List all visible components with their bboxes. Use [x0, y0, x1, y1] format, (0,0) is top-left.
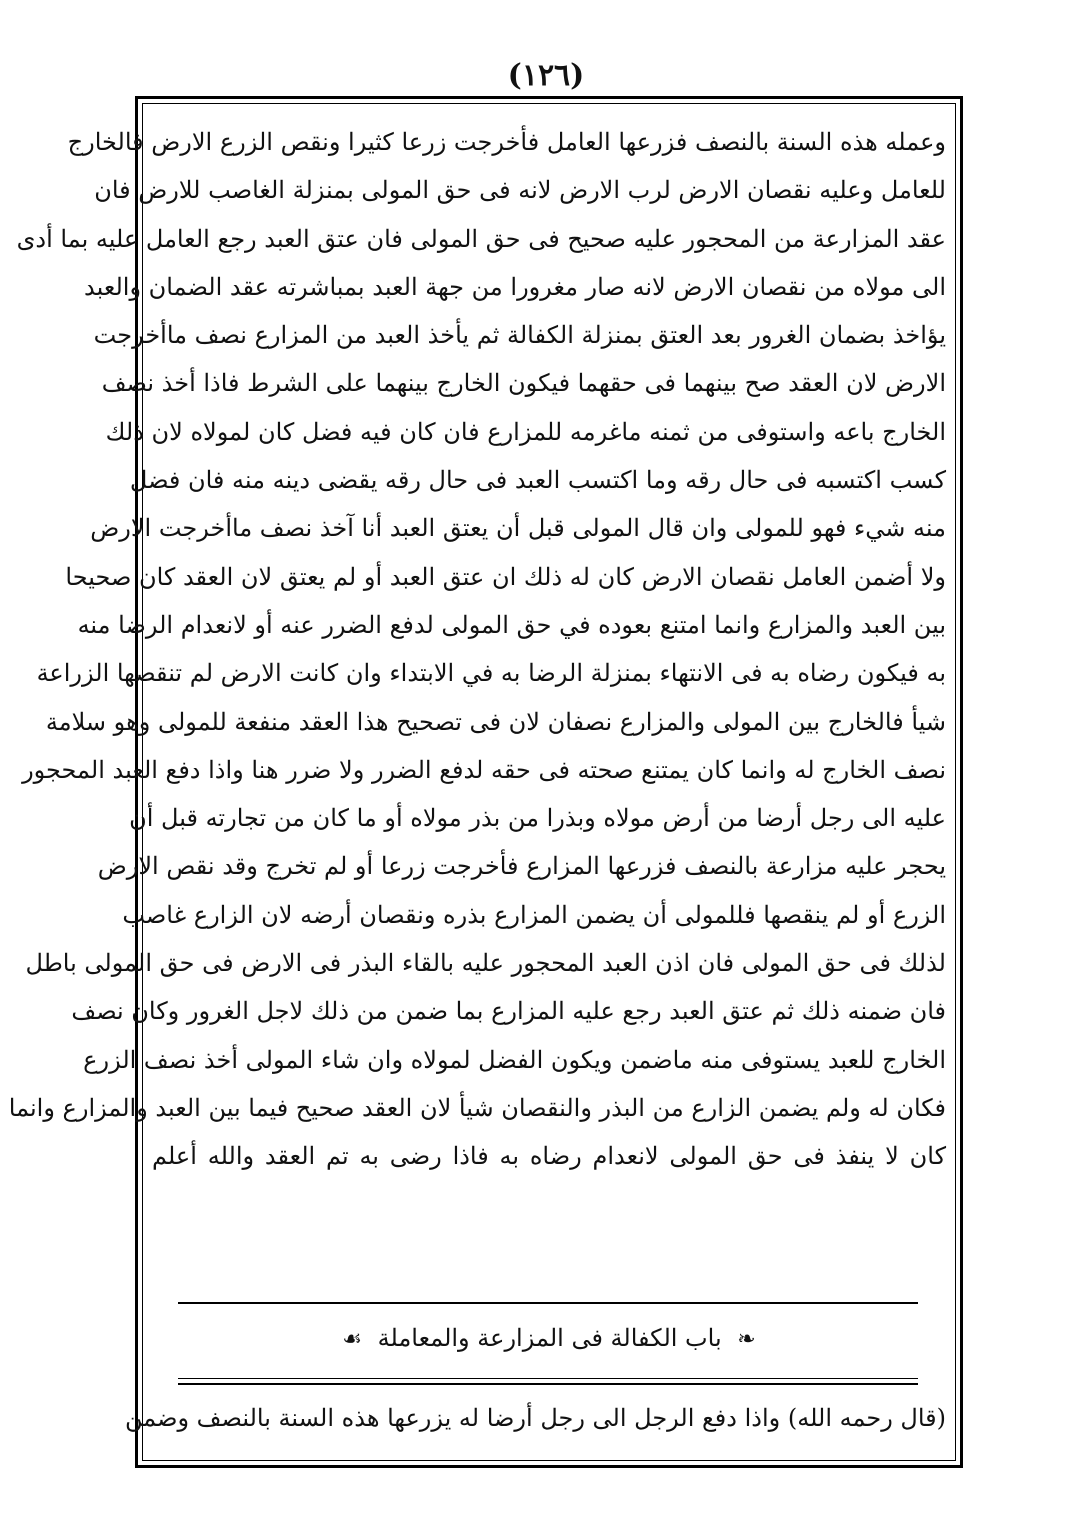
- body-line: فكان له ولم يضمن الزارع من البذر والنقصان شيأ لان العقد صحيح فيما بين العبد والمزارع وانما: [8, 1093, 946, 1122]
- body-line: الى مولاه من نقصان الارض لانه صار مغرورا من جهة العبد بمباشرته عقد الضمان والعبد: [84, 272, 946, 301]
- body-line: به فيكون رضاه به فى الانتهاء بمنزلة الرضا به في الابتداء وان كانت الارض لم تنقصها الزراعة: [36, 659, 946, 688]
- body-line: يؤاخذ بضمان الغرور بعد العتق بمنزلة الكفالة ثم يأخذ العبد من المزارع نصف ماأخرجت: [93, 321, 946, 350]
- body-line: عقد المزارعة من المحجور عليه صحيح فى حق المولى فان عتق العبد رجع العامل عليه بما أدى: [16, 224, 946, 253]
- body-line: وعمله هذه السنة بالنصف فزرعها العامل فأخرجت زرعا كثيرا ونقص الزرع الارض فالخارج: [67, 128, 946, 156]
- chapter-heading: [152, 1318, 946, 1360]
- ornament-icon: ☙: [342, 1327, 362, 1352]
- body-line: بين العبد والمزارع وانما امتنع بعوده في حق المولى لدفع الضرر عنه أو لانعدام الرضا منه: [77, 610, 946, 639]
- section-divider-bottom: [178, 1378, 918, 1379]
- body-line: فان ضمنه ذلك ثم عتق العبد رجع عليه المزارع بما ضمن من ذلك لاجل الغرور وكان نصف: [71, 997, 946, 1026]
- body-line: نصف الخارج له وانما كان يمتنع صحته فى حقه لدفع الضرر ولا ضرر هنا واذا دفع العبد المحجور: [22, 755, 946, 784]
- section-divider-bottom-double: [178, 1383, 918, 1385]
- body-line: منه شيء فهو للمولى وان قال المولى قبل أن يعتق العبد أنا آخذ نصف ماأخرجت الارض: [90, 514, 946, 543]
- body-line: (قال رحمه الله) واذا دفع الرجل الى رجل أرضا له يزرعها هذه السنة بالنصف وضمن: [124, 1404, 946, 1432]
- body-line: لذلك فى حق المولى فان اذن العبد المحجور عليه بالقاء البذر فى الارض فى حق المولى باطل: [25, 949, 946, 978]
- body-line: ولا أضمن العامل نقصان الارض كان له ذلك ان عتق العبد أو لم يعتق لان العقد كان صحيحا: [65, 562, 946, 591]
- body-line: للعامل وعليه نقصان الارض لرب الارض لانه فى حق المولى بمنزلة الغاصب للارض فان: [94, 176, 946, 205]
- body-line: الخارج باعه واستوفى من ثمنه ماغرمه للمزارع فان كان فيه فضل كان لمولاه لان ذلك: [105, 417, 946, 446]
- body-line: الارض لان العقد صح بينهما فى حقهما فيكون الخارج بينهما على الشرط فاذا أخذ نصف: [101, 369, 946, 398]
- body-line: كان لا ينفذ فى حق المولى لانعدام رضاه به فاذا رضى به تم العقد والله أعلم: [152, 1142, 946, 1171]
- body-line: يحجر عليه مزارعة بالنصف فزرعها المزارع فأخرجت زرعا أو لم تخرج وقد نقص الارض: [97, 852, 946, 881]
- chapter-title: باب الكفالة فى المزارعة والمعاملة: [377, 1324, 722, 1352]
- body-line: الزرع أو لم ينقصها فللمولى أن يضمن المزارع بذره ونقصان أرضه لان الزارع غاصب: [122, 900, 946, 929]
- ornament-icon: ❧: [737, 1327, 756, 1352]
- body-line: الخارج للعبد يستوفى منه ماضمن ويكون الفضل لمولاه وان شاء المولى أخذ نصف الزرع: [83, 1045, 946, 1074]
- body-line: شيأ فالخارج بين المولى والمزارع نصفان لان فى تصحيح هذا العقد منفعة للمولى وهو سلامة: [45, 707, 946, 736]
- lower-text-block: [124, 1392, 946, 1444]
- section-divider-top: [178, 1302, 918, 1304]
- body-line: عليه الى رجل أرضا من أرض مولاه وبذرا من بذر مولاه أو ما كان من تجارته قبل أن: [129, 804, 946, 833]
- body-line: كسب اكتسبه فى حال رقه وما اكتسب العبد فى حال رقه يقضى دينه منه فان فضل: [129, 466, 946, 495]
- page-number: (١٢٦): [507, 58, 585, 93]
- main-text-block: [8, 118, 946, 1181]
